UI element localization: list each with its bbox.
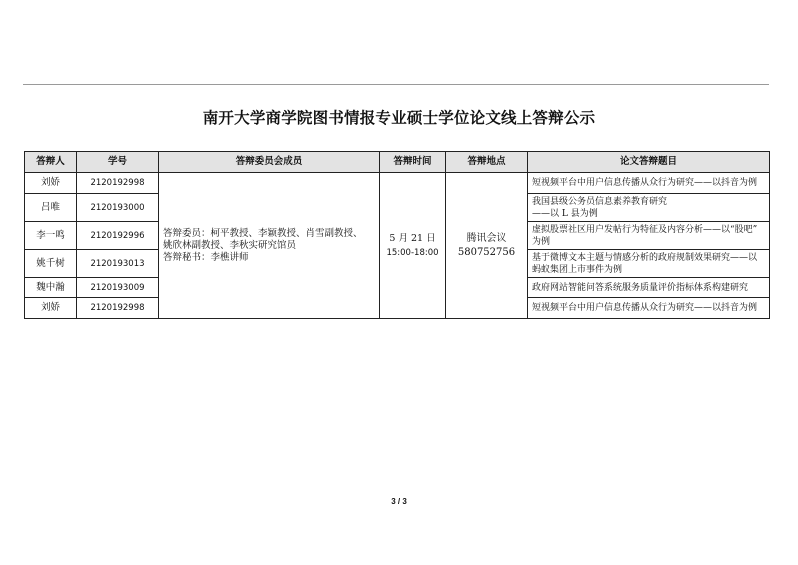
defense-date: 5 月 21 日 bbox=[389, 232, 436, 244]
thesis-topic: 短视频平台中用户信息传播从众行为研究——以抖音为例 bbox=[528, 173, 770, 194]
thesis-topic: 基于微博文本主题与情感分析的政府规制效果研究——以 蚂蚁集团上市事件为例 bbox=[528, 250, 770, 278]
defender-name: 刘娇 bbox=[25, 298, 77, 319]
thesis-topic: 我国县级公务员信息素养教育研究 ——以 L 县为例 bbox=[528, 194, 770, 222]
student-id: 2120192996 bbox=[77, 222, 159, 250]
student-id: 2120192998 bbox=[77, 173, 159, 194]
header-rule bbox=[23, 84, 769, 85]
defender-name: 刘娇 bbox=[25, 173, 77, 194]
defender-name: 魏中瀚 bbox=[25, 278, 77, 298]
defender-name: 姚千树 bbox=[25, 250, 77, 278]
student-id: 2120193000 bbox=[77, 194, 159, 222]
student-id: 2120192998 bbox=[77, 298, 159, 319]
header-defender: 答辩人 bbox=[25, 152, 77, 173]
table-header-row bbox=[25, 152, 770, 173]
thesis-topic: 短视频平台中用户信息传播从众行为研究——以抖音为例 bbox=[528, 298, 770, 319]
header-venue: 答辩地点 bbox=[446, 152, 528, 173]
defender-name: 李一鸣 bbox=[25, 222, 77, 250]
committee-secretary: 答辩秘书：李樵讲师 bbox=[163, 251, 249, 263]
defense-time bbox=[380, 173, 446, 319]
committee-members bbox=[159, 173, 380, 319]
header-thesis-topic: 论文答辩题目 bbox=[528, 152, 770, 173]
page-title: 南开大学商学院图书情报专业硕士学位论文线上答辩公示 bbox=[202, 108, 596, 127]
defender-name: 吕唯 bbox=[25, 194, 77, 222]
meeting-id: 580752756 bbox=[457, 246, 516, 258]
student-id: 2120193009 bbox=[77, 278, 159, 298]
page-indicator: 3 / 3 bbox=[391, 497, 407, 506]
header-committee: 答辩委员会成员 bbox=[159, 152, 380, 173]
committee-line: 姚欣林副教授、李秋实研究馆员 bbox=[163, 239, 297, 251]
thesis-topic: 政府网站智能问答系统服务质量评价指标体系构建研究 bbox=[528, 278, 770, 298]
table-row bbox=[25, 173, 770, 194]
defense-venue bbox=[446, 173, 528, 319]
committee-line: 答辩委员：柯平教授、李颖教授、肖雪副教授、 bbox=[163, 227, 363, 239]
defense-schedule-table bbox=[24, 151, 770, 319]
student-id: 2120193013 bbox=[77, 250, 159, 278]
header-student-id: 学号 bbox=[77, 152, 159, 173]
header-time: 答辩时间 bbox=[380, 152, 446, 173]
defense-time-range: 15:00-18:00 bbox=[386, 247, 439, 258]
thesis-topic: 虚拟股票社区用户发帖行为特征及内容分析——以“股吧” 为例 bbox=[528, 222, 770, 250]
venue-name: 腾讯会议 bbox=[466, 232, 507, 244]
